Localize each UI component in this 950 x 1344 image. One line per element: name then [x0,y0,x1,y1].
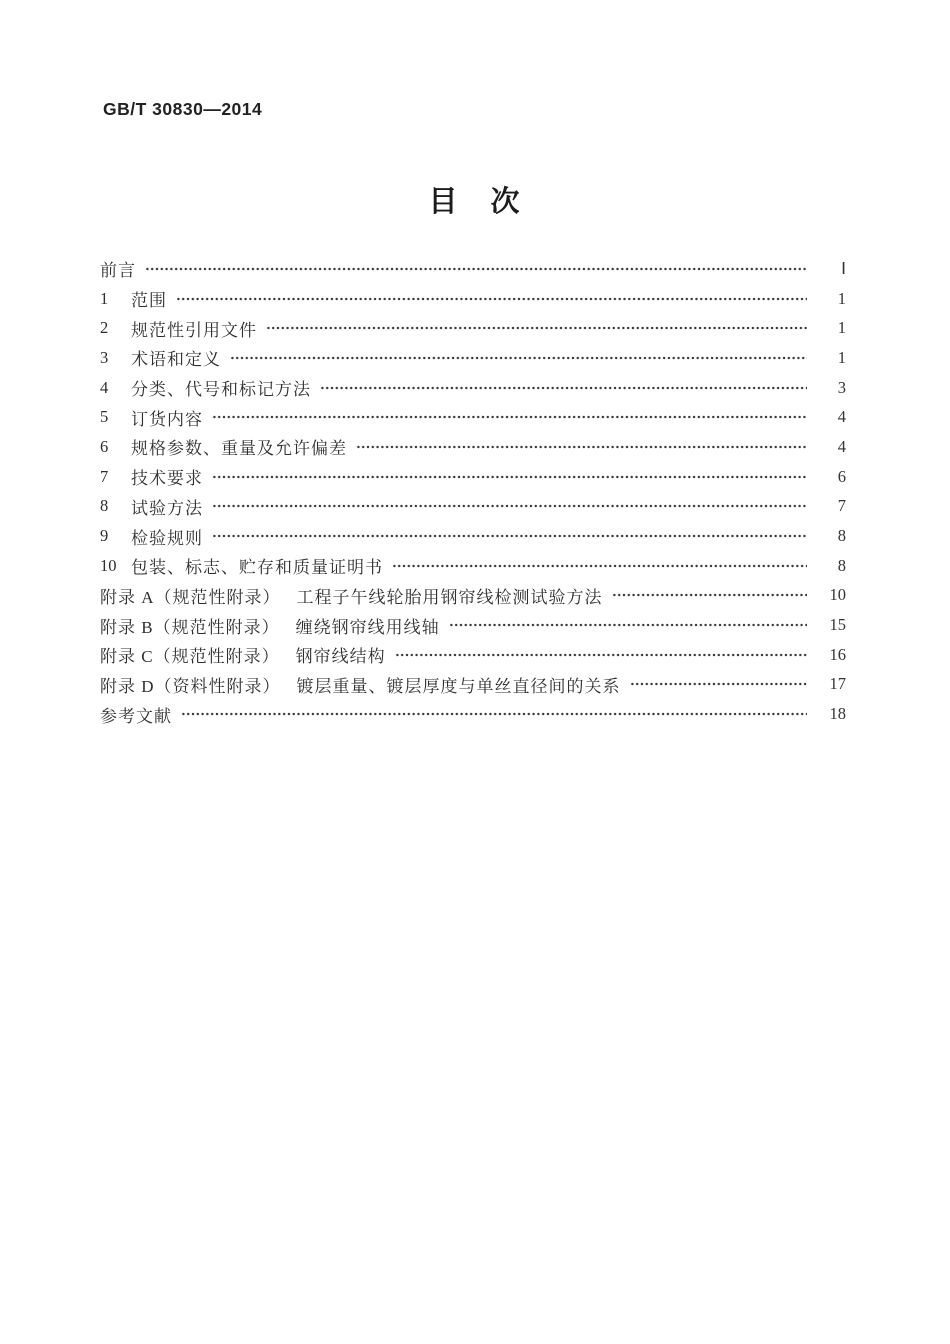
toc-entry-page: 1 [837,288,846,308]
toc-entry [100,373,846,403]
toc-entry-number: 4 [100,377,109,397]
toc-entry-label: 参考文献 [100,706,172,726]
toc-entry-label: 术语和定义 [131,350,221,370]
toc-entry-appendix-prefix: 附录 A（规范性附录） [100,587,281,607]
table-of-contents [100,254,846,729]
toc-entry-page: 18 [829,704,846,724]
toc-entry-page: 1 [837,347,846,367]
dot-leader [356,438,807,456]
dot-leader [392,557,807,575]
toc-entry-label: 试验方法 [131,498,203,518]
toc-entry-page: 4 [837,407,846,427]
toc-entry-label: 前言 [100,261,136,281]
dot-leader [449,616,807,634]
toc-entry [100,402,846,432]
dot-leader [230,349,807,367]
toc-entry-page: 4 [837,436,846,456]
toc-entry [100,343,846,373]
dot-leader [630,675,807,693]
page-title: 目 次 [428,186,522,218]
toc-entry-page: 1 [837,318,846,338]
standard-code: GB/T 30830—2014 [103,99,263,119]
dot-leader [212,497,807,515]
toc-entry-page: 8 [837,555,846,575]
dot-leader [266,319,807,337]
toc-entry-label: 镀层重量、镀层厚度与单丝直径间的关系 [296,676,621,696]
toc-entry-page: 7 [837,496,846,516]
toc-entry-label: 工程子午线轮胎用钢帘线检测试验方法 [296,587,603,607]
toc-entry [100,521,846,551]
toc-entry [100,313,846,343]
toc-entry [100,610,846,640]
toc-entry-label: 分类、代号和标记方法 [131,380,311,400]
toc-entry-label: 订货内容 [131,409,203,429]
toc-entry-label: 检验规则 [131,528,203,548]
toc-entry [100,670,846,700]
toc-entry-label: 包装、标志、贮存和质量证明书 [131,558,383,578]
toc-entry-number: 5 [100,407,109,427]
dot-leader [212,468,807,486]
toc-entry [100,551,846,581]
toc-entry-label: 缠绕钢帘线用线轴 [295,617,440,637]
toc-entry-appendix-prefix: 附录 C（规范性附录） [100,647,280,667]
dot-leader [212,527,807,545]
toc-entry-page: Ⅰ [841,258,846,278]
toc-entry-label: 规范性引用文件 [131,320,257,340]
toc-entry-number: 10 [100,555,117,575]
toc-entry-number: 2 [100,318,109,338]
dot-leader [145,260,807,278]
toc-entry-number: 3 [100,347,109,367]
toc-entry-number: 8 [100,496,109,516]
toc-entry-page: 17 [829,674,846,694]
dot-leader [181,705,807,723]
toc-entry [100,581,846,611]
toc-entry-page: 15 [829,615,846,635]
toc-entry [100,492,846,522]
toc-entry-page: 3 [837,377,846,397]
dot-leader [176,290,807,308]
toc-entry [100,432,846,462]
toc-entry-page: 8 [837,526,846,546]
toc-entry [100,284,846,314]
toc-entry-page: 6 [837,466,846,486]
toc-entry-label: 规格参数、重量及允许偏差 [131,439,347,459]
toc-entry [100,699,846,729]
toc-entry-page: 16 [829,644,846,664]
toc-entry-appendix-prefix: 附录 D（资料性附录） [100,676,281,696]
toc-entry-appendix-prefix: 附录 B（规范性附录） [100,617,280,637]
toc-entry [100,462,846,492]
toc-entry-number: 6 [100,436,109,456]
toc-entry [100,640,846,670]
dot-leader [395,646,807,664]
toc-entry-label: 钢帘线结构 [295,647,386,667]
toc-entry-number: 9 [100,526,109,546]
toc-entry [100,254,846,284]
dot-leader [612,586,807,604]
dot-leader [212,408,807,426]
toc-entry-number: 7 [100,466,109,486]
toc-entry-page: 10 [829,585,846,605]
dot-leader [320,379,807,397]
toc-entry-label: 范围 [131,291,167,311]
toc-entry-label: 技术要求 [131,469,203,489]
toc-entry-number: 1 [100,288,109,308]
